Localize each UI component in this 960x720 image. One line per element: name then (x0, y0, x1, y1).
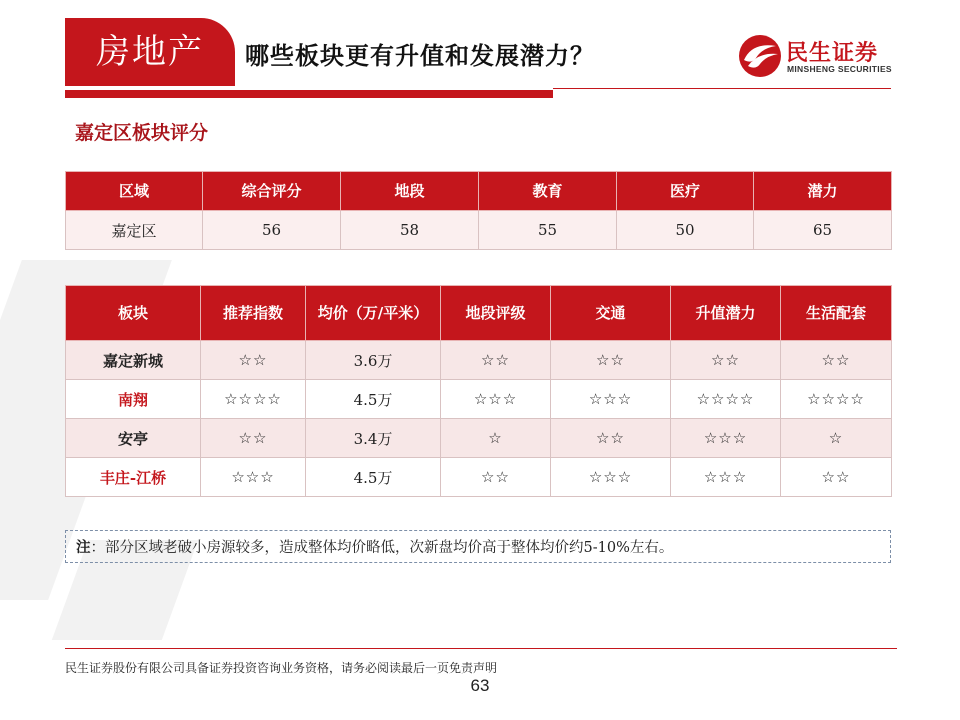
rating-stars: ☆☆ (441, 341, 551, 380)
table-cell: 65 (754, 211, 892, 250)
rating-stars: ☆ (441, 419, 551, 458)
logo-text-cn: 民生证券 (786, 41, 879, 66)
plate-name: 南翔 (66, 380, 201, 419)
note-text: ：部分区域老破小房源较多，造成整体均价略低，次新盘均价高于整体均价约5-10%左右。 (90, 540, 674, 556)
column-header: 潜力 (754, 172, 892, 211)
column-header: 均价（万/平米） (306, 286, 441, 341)
footer-divider (65, 648, 897, 649)
header-divider (553, 88, 891, 89)
minsheng-logo-icon (738, 34, 782, 78)
column-header: 升值潜力 (671, 286, 781, 341)
rating-stars: ☆☆☆ (551, 458, 671, 497)
page-title: 哪些板块更有升值和发展潜力？ (245, 42, 595, 70)
rating-stars: ☆☆☆ (551, 380, 671, 419)
column-header: 推荐指数 (201, 286, 306, 341)
column-header: 地段评级 (441, 286, 551, 341)
table-header-row (66, 286, 892, 341)
table-row (66, 211, 892, 250)
rating-stars: ☆☆☆ (201, 458, 306, 497)
table-cell: 58 (341, 211, 479, 250)
table-cell: 50 (617, 211, 754, 250)
table-cell: 嘉定区 (66, 211, 203, 250)
footer-disclaimer: 民生证券股份有限公司具备证券投资咨询业务资格，请务必阅读最后一页免责声明 (65, 661, 498, 675)
table-row (66, 458, 892, 497)
rating-stars: ☆☆☆ (671, 419, 781, 458)
column-header: 区域 (66, 172, 203, 211)
district-score-table (65, 171, 892, 250)
rating-stars: ☆☆☆ (671, 458, 781, 497)
section-title: 嘉定区板块评分 (75, 122, 209, 144)
table-cell: 4.5万 (306, 458, 441, 497)
rating-stars: ☆☆☆☆ (671, 380, 781, 419)
company-logo (738, 34, 908, 80)
column-header: 教育 (479, 172, 617, 211)
header-accent-bar (65, 90, 553, 98)
rating-stars: ☆ (781, 419, 892, 458)
rating-stars: ☆☆ (781, 458, 892, 497)
rating-stars: ☆☆☆ (441, 380, 551, 419)
rating-stars: ☆☆ (781, 341, 892, 380)
rating-stars: ☆☆ (551, 341, 671, 380)
table-cell: 56 (203, 211, 341, 250)
logo-text-en: MINSHENG SECURITIES (787, 64, 892, 74)
table-cell: 3.6万 (306, 341, 441, 380)
plate-name: 嘉定新城 (66, 341, 201, 380)
note-label: 注 (76, 539, 91, 556)
plate-name: 丰庄-江桥 (66, 458, 201, 497)
category-tag: 房地产 (65, 18, 235, 86)
column-header: 医疗 (617, 172, 754, 211)
table-row (66, 380, 892, 419)
table-cell: 3.4万 (306, 419, 441, 458)
rating-stars: ☆☆ (671, 341, 781, 380)
table-row (66, 341, 892, 380)
page-number: 63 (470, 676, 490, 695)
table-header-row (66, 172, 892, 211)
rating-stars: ☆☆☆☆ (781, 380, 892, 419)
rating-stars: ☆☆ (201, 419, 306, 458)
plate-rating-table (65, 285, 892, 497)
column-header: 板块 (66, 286, 201, 341)
column-header: 交通 (551, 286, 671, 341)
rating-stars: ☆☆ (551, 419, 671, 458)
rating-stars: ☆☆ (201, 341, 306, 380)
footnote-box (65, 530, 891, 563)
rating-stars: ☆☆☆☆ (201, 380, 306, 419)
column-header: 地段 (341, 172, 479, 211)
plate-name: 安亭 (66, 419, 201, 458)
rating-stars: ☆☆ (441, 458, 551, 497)
table-row (66, 419, 892, 458)
table-cell: 55 (479, 211, 617, 250)
column-header: 综合评分 (203, 172, 341, 211)
column-header: 生活配套 (781, 286, 892, 341)
table-cell: 4.5万 (306, 380, 441, 419)
